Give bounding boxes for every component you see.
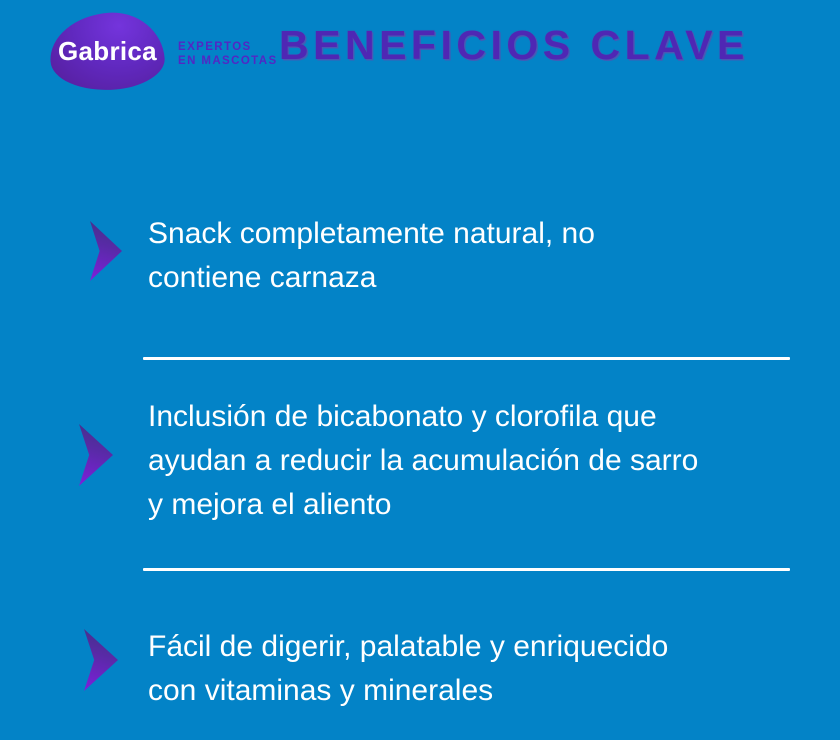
brand-tagline-line-2: EN MASCOTAS <box>178 54 278 67</box>
benefit-1-line-2: contiene carnaza <box>148 261 377 294</box>
gabrica-logo <box>47 9 166 94</box>
benefit-1-line-1: Snack completamente natural, no <box>148 217 595 250</box>
divider <box>143 568 790 571</box>
benefit-2-line-1: Inclusión de bicabonato y clorofila que <box>148 400 657 433</box>
benefit-item-3 <box>148 625 668 713</box>
benefit-3-line-2: con vitaminas y minerales <box>148 674 494 707</box>
chevron-right-icon <box>90 221 122 281</box>
brand-tagline-line-1: EXPERTOS <box>178 41 252 53</box>
page-title: BENEFICIOS CLAVE <box>279 22 749 68</box>
brand-tagline <box>178 41 278 68</box>
benefit-3-line-1: Fácil de digerir, palatable y enriquecido <box>148 630 669 663</box>
chevron-right-icon <box>84 629 118 691</box>
chevron-right-icon <box>79 424 113 486</box>
benefit-2-line-3: y mejora el aliento <box>148 488 392 521</box>
benefit-2-line-2: ayudan a reducir la acumulación de sarro <box>148 444 699 477</box>
brand-name: Gabrica <box>57 36 157 66</box>
divider <box>143 357 790 360</box>
benefit-item-1 <box>148 212 595 300</box>
benefit-item-2 <box>148 395 698 527</box>
